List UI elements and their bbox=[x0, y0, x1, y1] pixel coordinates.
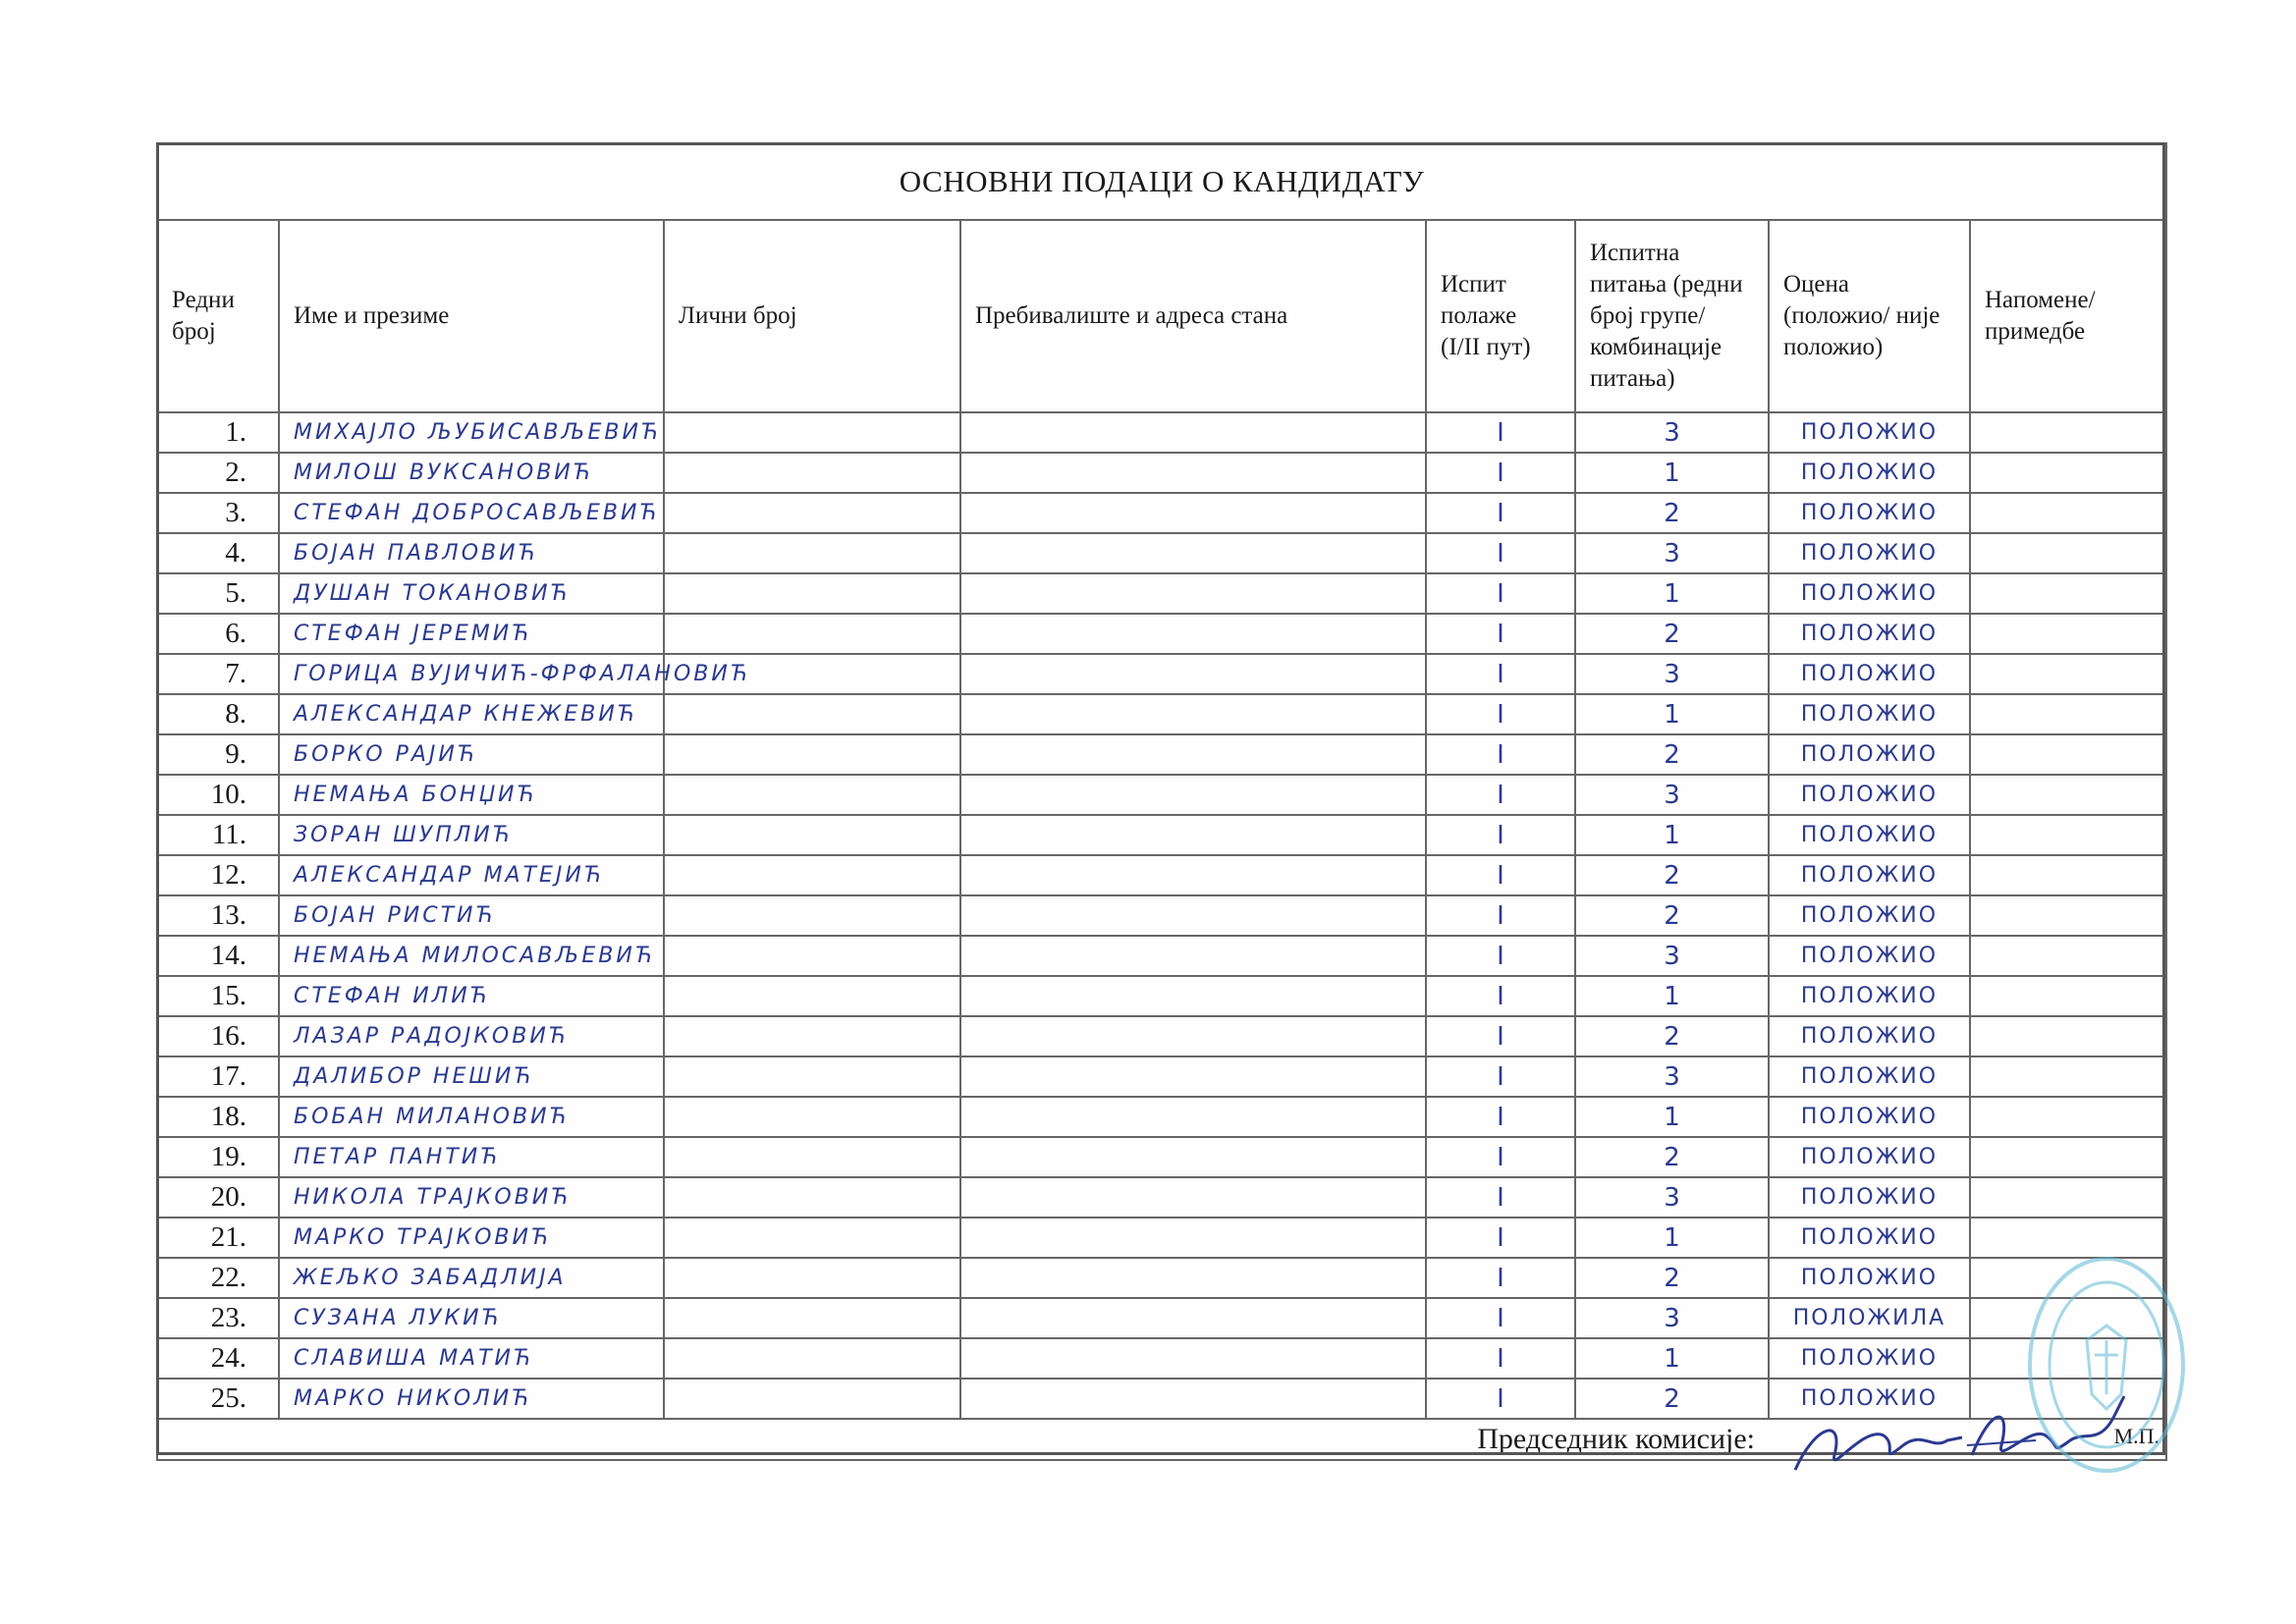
col-header-attempt: Испит полаже (I/II пут) bbox=[1426, 220, 1575, 412]
row-grade: ПОЛОЖИО bbox=[1769, 614, 1970, 654]
row-name: НИКОЛА ТРАЈКОВИЋ bbox=[279, 1177, 664, 1218]
row-number: 22. bbox=[157, 1258, 279, 1298]
row-questions: 3 bbox=[1575, 936, 1769, 976]
col-header-notes: Напомене/ примедбе bbox=[1970, 220, 2166, 412]
row-number: 17. bbox=[157, 1056, 279, 1097]
row-attempt: I bbox=[1426, 1379, 1575, 1419]
row-grade: ПОЛОЖИО bbox=[1769, 1137, 1970, 1177]
row-name: МАРКО НИКОЛИЋ bbox=[279, 1379, 664, 1419]
row-attempt: I bbox=[1426, 614, 1575, 654]
row-attempt: I bbox=[1426, 1338, 1575, 1379]
row-questions: 2 bbox=[1575, 493, 1769, 533]
row-questions: 1 bbox=[1575, 1218, 1769, 1258]
row-questions: 3 bbox=[1575, 775, 1769, 815]
row-name: ДУШАН ТОКАНОВИЋ bbox=[279, 573, 664, 614]
stamp-label: М.П. bbox=[2113, 1424, 2160, 1448]
table-title: ОСНОВНИ ПОДАЦИ О КАНДИДАТУ bbox=[157, 143, 2166, 220]
row-name: ЖЕЉКО ЗАБАДЛИЈА bbox=[279, 1258, 664, 1298]
row-name: СТЕФАН ЈЕРЕМИЋ bbox=[279, 614, 664, 654]
row-name: СЛАВИША МАТИЋ bbox=[279, 1338, 664, 1379]
row-attempt: I bbox=[1426, 533, 1575, 573]
row-number: 9. bbox=[157, 734, 279, 775]
row-number: 7. bbox=[157, 654, 279, 694]
row-attempt: I bbox=[1426, 895, 1575, 936]
row-grade: ПОЛОЖИО bbox=[1769, 1379, 1970, 1419]
row-number: 5. bbox=[157, 573, 279, 614]
row-name: ЗОРАН ШУПЛИЋ bbox=[279, 815, 664, 855]
row-grade: ПОЛОЖИО bbox=[1769, 1097, 1970, 1137]
row-attempt: I bbox=[1426, 493, 1575, 533]
row-grade: ПОЛОЖИО bbox=[1769, 855, 1970, 895]
outer-frame bbox=[156, 142, 2165, 1455]
row-attempt: I bbox=[1426, 775, 1575, 815]
row-number: 12. bbox=[157, 855, 279, 895]
row-questions: 3 bbox=[1575, 533, 1769, 573]
row-questions: 1 bbox=[1575, 1097, 1769, 1137]
row-number: 20. bbox=[157, 1177, 279, 1218]
row-attempt: I bbox=[1426, 936, 1575, 976]
row-number: 6. bbox=[157, 614, 279, 654]
row-number: 3. bbox=[157, 493, 279, 533]
row-number: 2. bbox=[157, 453, 279, 493]
row-attempt: I bbox=[1426, 694, 1575, 734]
row-name: ДАЛИБОР НЕШИЋ bbox=[279, 1056, 664, 1097]
row-questions: 2 bbox=[1575, 895, 1769, 936]
row-name: НЕМАЊА БОНЏИЋ bbox=[279, 775, 664, 815]
row-name: БОЈАН ПАВЛОВИЋ bbox=[279, 533, 664, 573]
row-attempt: I bbox=[1426, 1016, 1575, 1056]
row-name: НЕМАЊА МИЛОСАВЉЕВИЋ bbox=[279, 936, 664, 976]
row-number: 23. bbox=[157, 1298, 279, 1338]
row-questions: 2 bbox=[1575, 1258, 1769, 1298]
row-attempt: I bbox=[1426, 855, 1575, 895]
row-grade: ПОЛОЖИО bbox=[1769, 895, 1970, 936]
row-questions: 1 bbox=[1575, 1338, 1769, 1379]
row-attempt: I bbox=[1426, 1177, 1575, 1218]
row-number: 19. bbox=[157, 1137, 279, 1177]
row-questions: 3 bbox=[1575, 654, 1769, 694]
row-grade: ПОЛОЖИО bbox=[1769, 654, 1970, 694]
row-name: ЛАЗАР РАДОЈКОВИЋ bbox=[279, 1016, 664, 1056]
row-questions: 2 bbox=[1575, 734, 1769, 775]
row-grade: ПОЛОЖИО bbox=[1769, 1016, 1970, 1056]
row-grade: ПОЛОЖИО bbox=[1769, 936, 1970, 976]
row-attempt: I bbox=[1426, 815, 1575, 855]
row-questions: 1 bbox=[1575, 976, 1769, 1016]
row-grade: ПОЛОЖИО bbox=[1769, 573, 1970, 614]
row-name: АЛЕКСАНДАР КНЕЖЕВИЋ bbox=[279, 694, 664, 734]
row-grade: ПОЛОЖИО bbox=[1769, 533, 1970, 573]
row-questions: 1 bbox=[1575, 453, 1769, 493]
row-attempt: I bbox=[1426, 1137, 1575, 1177]
row-name: СТЕФАН ДОБРОСАВЉЕВИЋ bbox=[279, 493, 664, 533]
row-grade: ПОЛОЖИО bbox=[1769, 412, 1970, 453]
chair-label: Председник комисије: bbox=[157, 1419, 1769, 1460]
row-questions: 2 bbox=[1575, 614, 1769, 654]
row-grade: ПОЛОЖИО bbox=[1769, 734, 1970, 775]
row-number: 10. bbox=[157, 775, 279, 815]
row-attempt: I bbox=[1426, 573, 1575, 614]
row-grade: ПОЛОЖИО bbox=[1769, 1258, 1970, 1298]
official-stamp bbox=[2018, 1247, 2190, 1483]
row-number: 4. bbox=[157, 533, 279, 573]
row-grade: ПОЛОЖИО bbox=[1769, 694, 1970, 734]
row-name: ГОРИЦА ВУЈИЧИЋ-ФРФАЛАНОВИЋ bbox=[279, 654, 664, 694]
row-attempt: I bbox=[1426, 1298, 1575, 1338]
row-grade: ПОЛОЖИО bbox=[1769, 775, 1970, 815]
row-number: 8. bbox=[157, 694, 279, 734]
row-questions: 3 bbox=[1575, 1177, 1769, 1218]
row-number: 16. bbox=[157, 1016, 279, 1056]
row-questions: 3 bbox=[1575, 1298, 1769, 1338]
col-header-name: Име и презиме bbox=[279, 220, 664, 412]
row-name: МИХАЈЛО ЉУБИСАВЉЕВИЋ bbox=[279, 412, 664, 453]
row-attempt: I bbox=[1426, 734, 1575, 775]
row-name: МАРКО ТРАЈКОВИЋ bbox=[279, 1218, 664, 1258]
row-grade: ПОЛОЖИО bbox=[1769, 453, 1970, 493]
row-questions: 1 bbox=[1575, 694, 1769, 734]
row-name: БОБАН МИЛАНОВИЋ bbox=[279, 1097, 664, 1137]
row-grade: ПОЛОЖИЛА bbox=[1769, 1298, 1970, 1338]
row-grade: ПОЛОЖИО bbox=[1769, 1056, 1970, 1097]
row-questions: 2 bbox=[1575, 1137, 1769, 1177]
row-number: 18. bbox=[157, 1097, 279, 1137]
row-attempt: I bbox=[1426, 453, 1575, 493]
row-questions: 1 bbox=[1575, 573, 1769, 614]
row-grade: ПОЛОЖИО bbox=[1769, 1338, 1970, 1379]
col-header-address: Пребивалиште и адреса стана bbox=[960, 220, 1426, 412]
row-name: СТЕФАН ИЛИЋ bbox=[279, 976, 664, 1016]
row-number: 21. bbox=[157, 1218, 279, 1258]
row-grade: ПОЛОЖИО bbox=[1769, 1218, 1970, 1258]
row-attempt: I bbox=[1426, 412, 1575, 453]
row-attempt: I bbox=[1426, 654, 1575, 694]
row-number: 1. bbox=[157, 412, 279, 453]
row-name: БОРКО РАЈИЋ bbox=[279, 734, 664, 775]
row-number: 13. bbox=[157, 895, 279, 936]
row-number: 24. bbox=[157, 1338, 279, 1379]
col-header-questions: Испитна питања (редни број групе/ комбинације питања) bbox=[1575, 220, 1769, 412]
col-header-number: Редни број bbox=[157, 220, 279, 412]
row-grade: ПОЛОЖИО bbox=[1769, 815, 1970, 855]
row-questions: 2 bbox=[1575, 1379, 1769, 1419]
row-questions: 2 bbox=[1575, 855, 1769, 895]
row-attempt: I bbox=[1426, 1097, 1575, 1137]
row-attempt: I bbox=[1426, 1258, 1575, 1298]
row-number: 15. bbox=[157, 976, 279, 1016]
row-attempt: I bbox=[1426, 976, 1575, 1016]
row-number: 11. bbox=[157, 815, 279, 855]
row-name: ПЕТАР ПАНТИЋ bbox=[279, 1137, 664, 1177]
col-header-grade: Оцена (положио/ није положио) bbox=[1769, 220, 1970, 412]
row-attempt: I bbox=[1426, 1218, 1575, 1258]
row-number: 25. bbox=[157, 1379, 279, 1419]
row-number: 14. bbox=[157, 936, 279, 976]
row-questions: 1 bbox=[1575, 815, 1769, 855]
row-name: МИЛОШ ВУКСАНОВИЋ bbox=[279, 453, 664, 493]
row-questions: 2 bbox=[1575, 1016, 1769, 1056]
row-grade: ПОЛОЖИО bbox=[1769, 976, 1970, 1016]
row-name: СУЗАНА ЛУКИЋ bbox=[279, 1298, 664, 1338]
row-name: БОЈАН РИСТИЋ bbox=[279, 895, 664, 936]
row-grade: ПОЛОЖИО bbox=[1769, 1177, 1970, 1218]
row-questions: 3 bbox=[1575, 412, 1769, 453]
row-questions: 3 bbox=[1575, 1056, 1769, 1097]
row-name: АЛЕКСАНДАР МАТЕЈИЋ bbox=[279, 855, 664, 895]
row-attempt: I bbox=[1426, 1056, 1575, 1097]
col-header-id: Лични број bbox=[664, 220, 960, 412]
row-grade: ПОЛОЖИО bbox=[1769, 493, 1970, 533]
